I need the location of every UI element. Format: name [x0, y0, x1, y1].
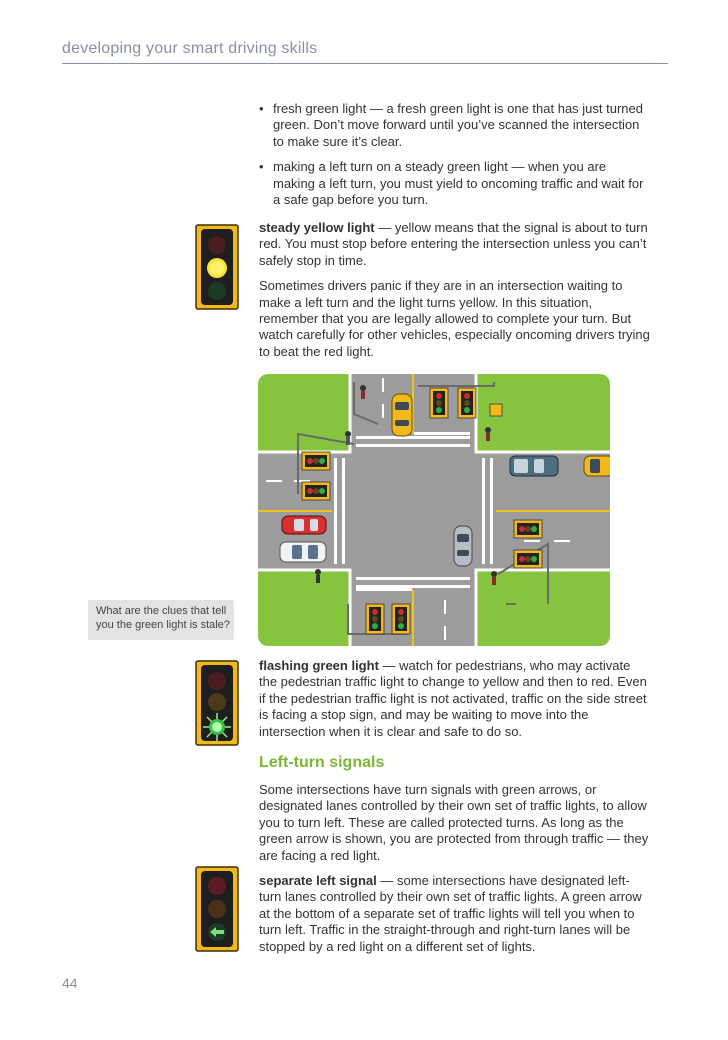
flashing-term: flashing green light: [259, 658, 379, 673]
signal-head-top-right: [458, 388, 476, 418]
orange-car-icon: [584, 456, 610, 476]
yellow-text: — yellow means that the signal is about to turn red. You must stop before entering the intersection unless you can’t safely stop in time.: [259, 220, 648, 268]
intersection-illustration: [258, 374, 610, 646]
white-car-icon: [280, 542, 326, 562]
yellow-car-icon: [392, 394, 412, 436]
bullet-dot: •: [259, 101, 264, 116]
page-number: 44: [62, 975, 78, 991]
signal-head-right-lower: [514, 550, 542, 568]
signal-head-left-lower: [302, 482, 330, 500]
section-heading-left-turn: Left-turn signals: [259, 754, 385, 771]
teal-van-icon: [510, 456, 558, 476]
header-rule: [62, 63, 668, 64]
flashing-text: — watch for pedestrians, who may activate the pedestrian traffic light to change to yellow and then to red. Even if the pedestrian traffic light is not activated, traffic on the side street is facing a stop sign, and may be waiting to move into the intersection when it is clear and safe to do so.: [259, 658, 647, 739]
signal-head-top-left: [430, 388, 448, 418]
bullet-item-fresh-green: • fresh green light — a fresh green light is one that has just turned green. Don’t move forward until you’ve scanned the intersection to make sure it’s clear.: [259, 101, 643, 149]
separate-term: separate left signal: [259, 873, 377, 889]
bullet-list: [259, 101, 651, 208]
bullet-item-left-turn: • making a left turn on a steady green light — when you are making a left turn, you must yield to oncoming traffic and wait for a safe gap before you turn.: [259, 159, 644, 208]
signal-head-bottom-right: [392, 604, 410, 634]
callout-question: What are the clues that tell you the green light is stale?: [88, 600, 234, 640]
yellow-signal-icon: [195, 224, 239, 310]
running-head: developing your smart driving skills: [62, 40, 318, 57]
panic-paragraph: Sometimes drivers panic if they are in an intersection waiting to make a left turn and the light turns yellow. In this situation, remember that you are legally allowed to complete your turn. But watch carefully for other vehicles, especially oncoming drivers trying to beat the red light.: [259, 278, 650, 359]
pedestrian-signal-icon: [490, 404, 502, 416]
yellow-term: steady yellow light: [259, 220, 375, 235]
separate-paragraph: [259, 873, 651, 955]
bullet-dot: •: [259, 159, 264, 175]
red-car-icon: [282, 516, 326, 534]
signal-head-bottom-left: [366, 604, 384, 634]
grey-car-icon: [454, 526, 472, 566]
left-turn-paragraph: [259, 782, 651, 955]
flashing-paragraph: [259, 658, 651, 740]
signal-head-left-upper: [302, 452, 330, 470]
yellow-paragraph: [259, 220, 651, 360]
signal-head-right-upper: [514, 520, 542, 538]
flashing-green-signal-icon: [195, 660, 239, 746]
separate-text: — some intersections have designated left-turn lanes controlled by their own set of traffic lights. A green arrow at the bottom of a separate set of traffic lights will tell you when to turn left. Traffic in the straight-through and right-turn lanes will be stopped by a red light on a different set of lights.: [259, 873, 642, 954]
left-turn-text: Some intersections have turn signals with green arrows, or designated lanes controlled by their own set of traffic lights, to allow you to turn left. These are called protected turns. As long as the green arrow is shown, you are protected from through traffic — they are facing a red light.: [259, 782, 649, 863]
left-arrow-signal-icon: [195, 866, 239, 952]
